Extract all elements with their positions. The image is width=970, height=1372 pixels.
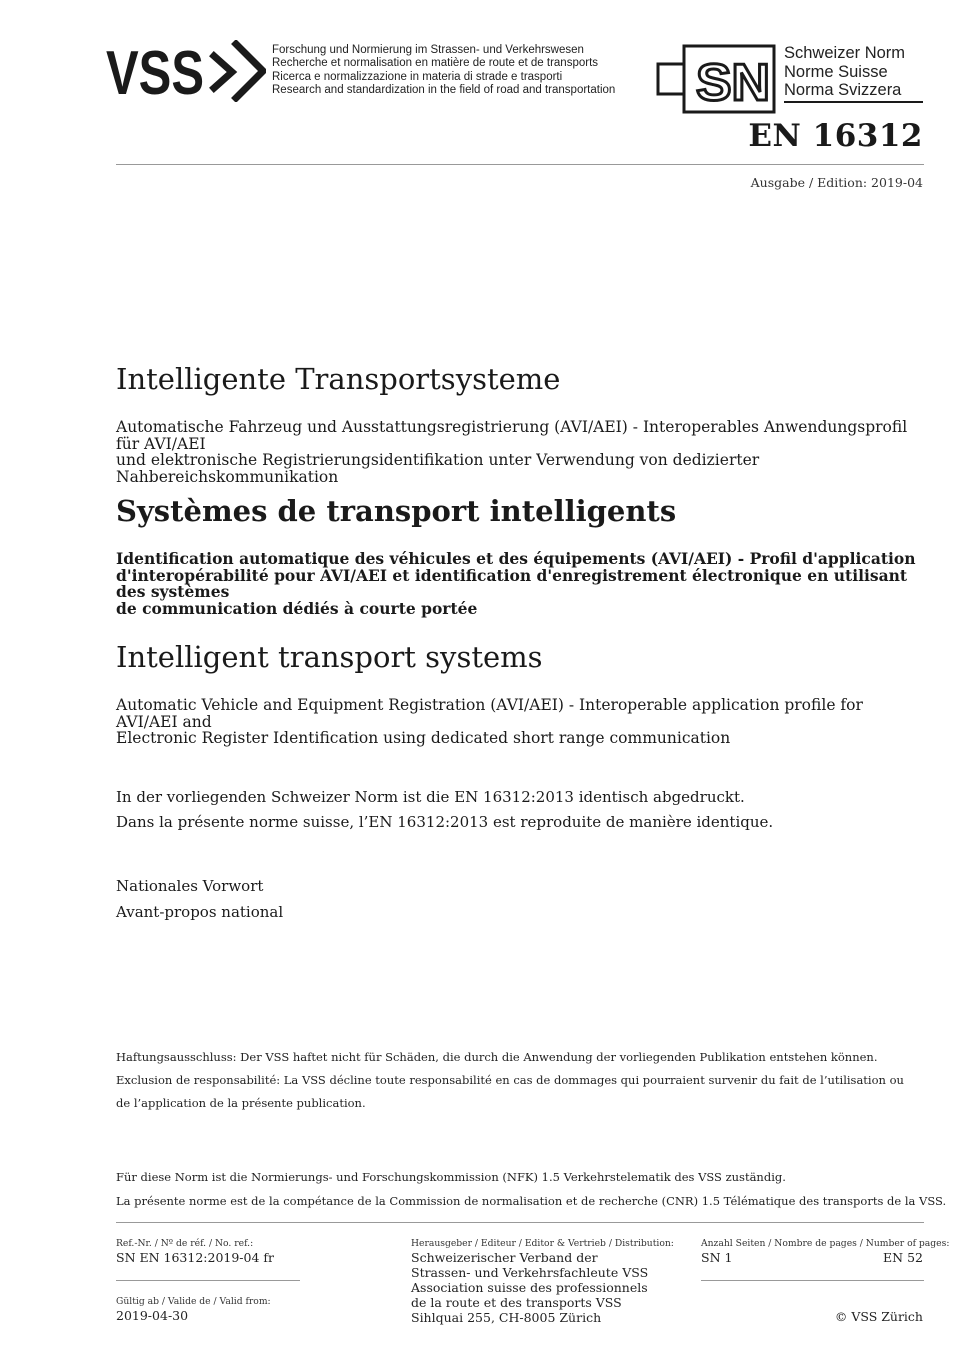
- sn-label-it: Norma Svizzera: [784, 81, 902, 99]
- committee-fr: La présente norme est de la compétance de la Commission de normalisation et de recherche (CNR) 1.5 Télématique des transports de la VSS.: [116, 1194, 947, 1208]
- page-count-divider: [701, 1280, 924, 1281]
- title-english: Intelligent transport systems: [116, 640, 543, 674]
- subtitle-english: [116, 697, 926, 747]
- subtitle-german: [116, 419, 926, 485]
- disclaimer-fr: Exclusion de responsabilité: La VSS décline toute responsabilité en cas de dommages qui pourraient survenir du fait de l’utilisation ou: [116, 1073, 904, 1087]
- vss-tagline-en: Research and standardization in the field of road and transportation: [272, 84, 616, 97]
- publisher-label: Herausgeber / Editeur / Editor & Vertrieb / Distribution:: [411, 1238, 674, 1249]
- sn-label-de: Schweizer Norm: [784, 44, 906, 62]
- publisher-line: Association suisse des professionnels: [411, 1280, 648, 1295]
- page-count-sn: SN 1: [701, 1250, 733, 1265]
- edition-date: Ausgabe / Edition: 2019-04: [750, 175, 923, 190]
- subtitle-english-line: Electronic Register Identification using dedicated short range communication: [116, 729, 731, 747]
- committee-de: Für diese Norm ist die Normierungs- und Forschungskommission (NFK) 1.5 Verkehrstelematik des VSS zuständig.: [116, 1170, 786, 1184]
- sn-label-fr: Norme Suisse: [784, 62, 888, 81]
- ref-divider: [116, 1280, 300, 1281]
- subtitle-french-line: Identification automatique des véhicules et des équipements (AVI/AEI) - Profil d'application: [116, 549, 916, 568]
- title-french: Systèmes de transport intelligents: [116, 494, 677, 528]
- ref-number-value: SN EN 16312:2019-04 fr: [116, 1250, 275, 1265]
- header-divider: [116, 164, 924, 165]
- subtitle-french: [116, 551, 926, 617]
- valid-from-label: Gültig ab / Valide de / Valid from:: [116, 1296, 271, 1307]
- publisher-line: de la route et des transports VSS: [411, 1295, 622, 1310]
- page-count-label: Anzahl Seiten / Nombre de pages / Number of pages:: [701, 1238, 950, 1249]
- national-foreword-fr: Avant-propos national: [116, 903, 284, 921]
- sn-label-underline: [784, 101, 923, 103]
- disclaimer-de: Haftungsausschluss: Der VSS haftet nicht für Schäden, die durch die Anwendung der vorliegenden Publikation entstehen können.: [116, 1050, 878, 1064]
- vss-tagline-it: Ricerca e normalizzazione in materia di strade e trasporti: [272, 70, 563, 83]
- norm-number: EN 16312: [748, 118, 923, 154]
- subtitle-english-line: Automatic Vehicle and Equipment Registration (AVI/AEI) - Interoperable application profile for AVI/AEI and: [116, 696, 863, 731]
- subtitle-french-line: de communication dédiés à courte portée: [116, 598, 478, 618]
- subtitle-french-line: d'interopérabilité pour AVI/AEI et identification d'enregistrement électronique en utilisant des systèmes: [116, 565, 908, 601]
- publisher-line: Schweizerischer Verband der: [411, 1250, 598, 1265]
- identical-statement-de: In der vorliegenden Schweizer Norm ist die EN 16312:2013 identisch abgedruckt.: [116, 788, 745, 806]
- vss-logo: [106, 40, 266, 102]
- subtitle-german-line: und elektronische Registrierungsidentifikation unter Verwendung von dedizierter Nahbereichskommunikation: [116, 451, 760, 486]
- national-foreword-de: Nationales Vorwort: [116, 877, 264, 895]
- publisher-line: Strassen- und Verkehrsfachleute VSS: [411, 1265, 649, 1280]
- publisher-line: Sihlquai 255, CH-8005 Zürich: [411, 1310, 602, 1325]
- vss-tagline-fr: Recherche et normalisation en matière de route et de transports: [272, 57, 599, 70]
- copyright: © VSS Zürich: [834, 1309, 923, 1324]
- sn-logo: [656, 44, 776, 114]
- publisher-address: [411, 1250, 648, 1325]
- vss-logo-text: VSS: [106, 40, 204, 102]
- sn-norm-label: [784, 44, 905, 100]
- disclaimer-fr-cont: de l’application de la présente publication.: [116, 1096, 366, 1110]
- vss-tagline: [272, 44, 615, 98]
- subtitle-german-line: Automatische Fahrzeug und Ausstattungsregistrierung (AVI/AEI) - Interoperables Anwendungsprofil für AVI/AEI: [116, 418, 908, 453]
- footer-divider: [116, 1222, 924, 1223]
- ref-number-label: Ref.-Nr. / Nº de réf. / No. ref.:: [116, 1238, 254, 1249]
- sn-logo-text: SN: [696, 54, 770, 112]
- page-count-en: EN 52: [883, 1250, 923, 1265]
- valid-from-value: 2019-04-30: [116, 1308, 189, 1323]
- identical-statement-fr: Dans la présente norme suisse, l’EN 16312:2013 est reproduite de manière identique.: [116, 813, 774, 831]
- title-german: Intelligente Transportsysteme: [116, 362, 561, 396]
- vss-tagline-de: Forschung und Normierung im Strassen- und Verkehrswesen: [272, 44, 584, 56]
